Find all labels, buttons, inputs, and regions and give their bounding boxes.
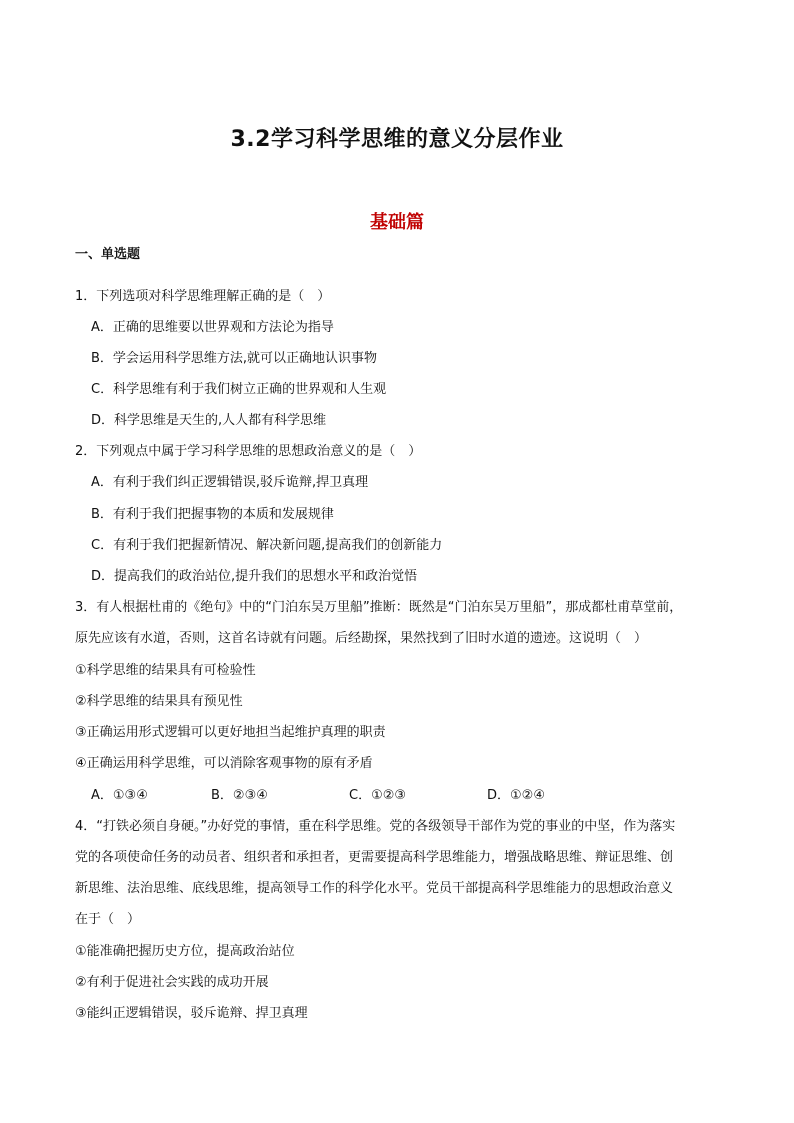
question-4-stem-line-3: 新思维、法治思维、底线思维，提高领导工作的科学化水平。党员干部提高科学思维能力的思想政治意义 <box>75 881 674 896</box>
question-2-option-b: B．有利于我们把握事物的本质和发展规律 <box>91 507 334 522</box>
question-4-stem-line-2: 党的各项使命任务的动员者、组织者和承担者，更需要提高科学思维能力，增强战略思维、辩证思维、创 <box>75 850 674 865</box>
question-3-stem-line-2: 原先应该有水道，否则，这首名诗就有问题。后经勘探，果然找到了旧时水道的遗迹。这说明（ ） <box>75 631 648 646</box>
question-3-choice-a: A．①③④ <box>91 788 148 803</box>
question-1-option-b: B．学会运用科学思维方法,就可以正确地认识事物 <box>91 351 378 366</box>
question-2-option-a: A．有利于我们纠正逻辑错误,驳斥诡辩,捍卫真理 <box>91 475 369 490</box>
section-heading: 一、单选题 <box>75 247 141 262</box>
question-3-choices <box>91 787 691 805</box>
question-1-option-d: D．科学思维是天生的,人人都有科学思维 <box>91 413 327 428</box>
question-1-option-c: C．科学思维有利于我们树立正确的世界观和人生观 <box>91 382 387 397</box>
question-3-choice-c: C．①②③ <box>349 788 407 803</box>
question-3-statement-3: ③正确运用形式逻辑可以更好地担当起维护真理的职责 <box>75 725 386 740</box>
question-4-stem-line-4: 在于（ ） <box>75 912 141 927</box>
question-4-stem-line-1: 4．“打铁必须自身硬。”办好党的事情，重在科学思维。党的各级领导干部作为党的事业的中坚，作为落实 <box>75 819 676 834</box>
question-2-option-d: D．提高我们的政治站位,提升我们的思想水平和政治觉悟 <box>91 569 418 584</box>
question-3-statement-4: ④正确运用科学思维，可以消除客观事物的原有矛盾 <box>75 756 373 771</box>
section-subtitle: 基础篇 <box>370 212 424 233</box>
question-3-choice-b: B．②③④ <box>211 788 268 803</box>
question-4-statement-2: ②有利于促进社会实践的成功开展 <box>75 975 269 990</box>
question-2-stem: 2．下列观点中属于学习科学思维的思想政治意义的是（ ） <box>75 444 422 459</box>
question-3-statement-2: ②科学思维的结果具有预见性 <box>75 694 243 709</box>
question-3-stem-line-1: 3．有人根据杜甫的《绝句》中的“门泊东吴万里船”推断：既然是“门泊东吴万里船”，那成都杜甫草堂前， <box>75 600 683 615</box>
question-1-stem: 1．下列选项对科学思维理解正确的是（ ） <box>75 289 331 304</box>
question-1-option-a: A．正确的思维要以世界观和方法论为指导 <box>91 320 334 335</box>
question-2-option-c: C．有利于我们把握新情况、解决新问题,提高我们的创新能力 <box>91 538 443 553</box>
question-3-choice-d: D．①②④ <box>487 788 545 803</box>
question-4-statement-1: ①能准确把握历史方位，提高政治站位 <box>75 944 295 959</box>
document-title: 3.2学习科学思维的意义分层作业 <box>230 127 564 152</box>
question-4-statement-3: ③能纠正逻辑错误，驳斥诡辩、捍卫真理 <box>75 1006 308 1021</box>
question-3-statement-1: ①科学思维的结果具有可检验性 <box>75 663 256 678</box>
